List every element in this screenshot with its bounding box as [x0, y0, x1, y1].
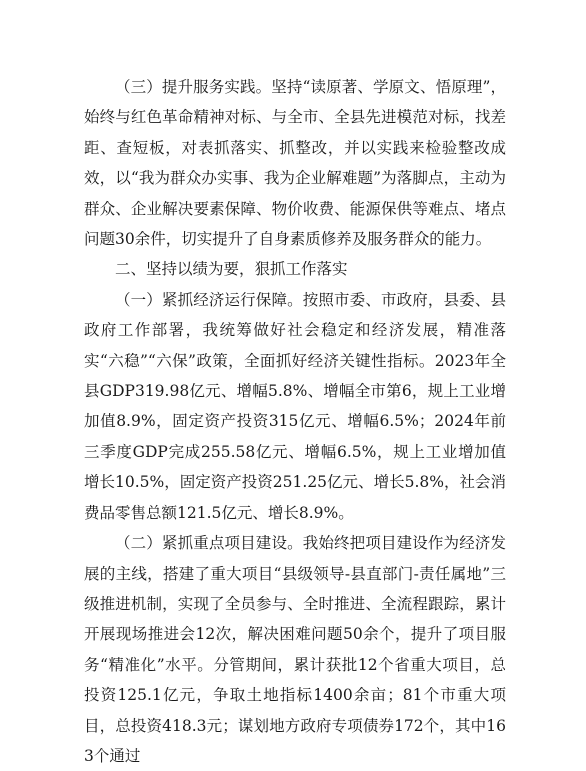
- paragraph-economic-operation: （一）紧抓经济运行保障。按照市委、市政府，县委、县政府工作部署，我统筹做好社会稳定和经济发展，精准落实“六稳”“六保”政策，全面抓好经济关键性指标。2023年全县GDP319.98亿元、增幅5.8%、增幅全市第6，规上工业增加值8.9%，固定资产投资315亿元、增幅6.5%；2024年前三季度GDP完成255.58亿元、增幅6.5%，规上工业增加值增长10.5%，固定资产投资251.25亿元、增长5.8%，社会消费品零售总额121.5亿元、增长8.9%。: [84, 290, 506, 522]
- document-body: [84, 72, 506, 771]
- paragraph-key-projects: （二）紧抓重点项目建设。我始终把项目建设作为经济发展的主线，搭建了重大项目“县级领导-县直部门-责任属地”三级推进机制，实现了全员参与、全时推进、全流程跟踪，累计开展现场推进会12次，解决困难问题50余个，提升了项目服务“精准化”水平。分管期间，累计获批12个省重大项目，总投资125.1亿元，争取土地指标1400余亩；81个市重大项目，总投资418.3元；谋划地方政府专项债券172个，其中163个通过: [84, 534, 506, 765]
- paragraph-service-practice: （三）提升服务实践。坚持“读原著、学原文、悟原理”，始终与红色革命精神对标、与全市、全县先进模范对标，找差距、查短板，对表抓落实、抓整改，并以实践来检验整改成效，以“我为群众办实事、我为企业解难题”为落脚点，主动为群众、企业解决要素保障、物价收费、能源保供等难点、堵点问题30余件，切实提升了自身素质修养及服务群众的能力。: [84, 78, 506, 249]
- section-heading: 二、坚持以绩为要，狠抓工作落实: [115, 260, 348, 279]
